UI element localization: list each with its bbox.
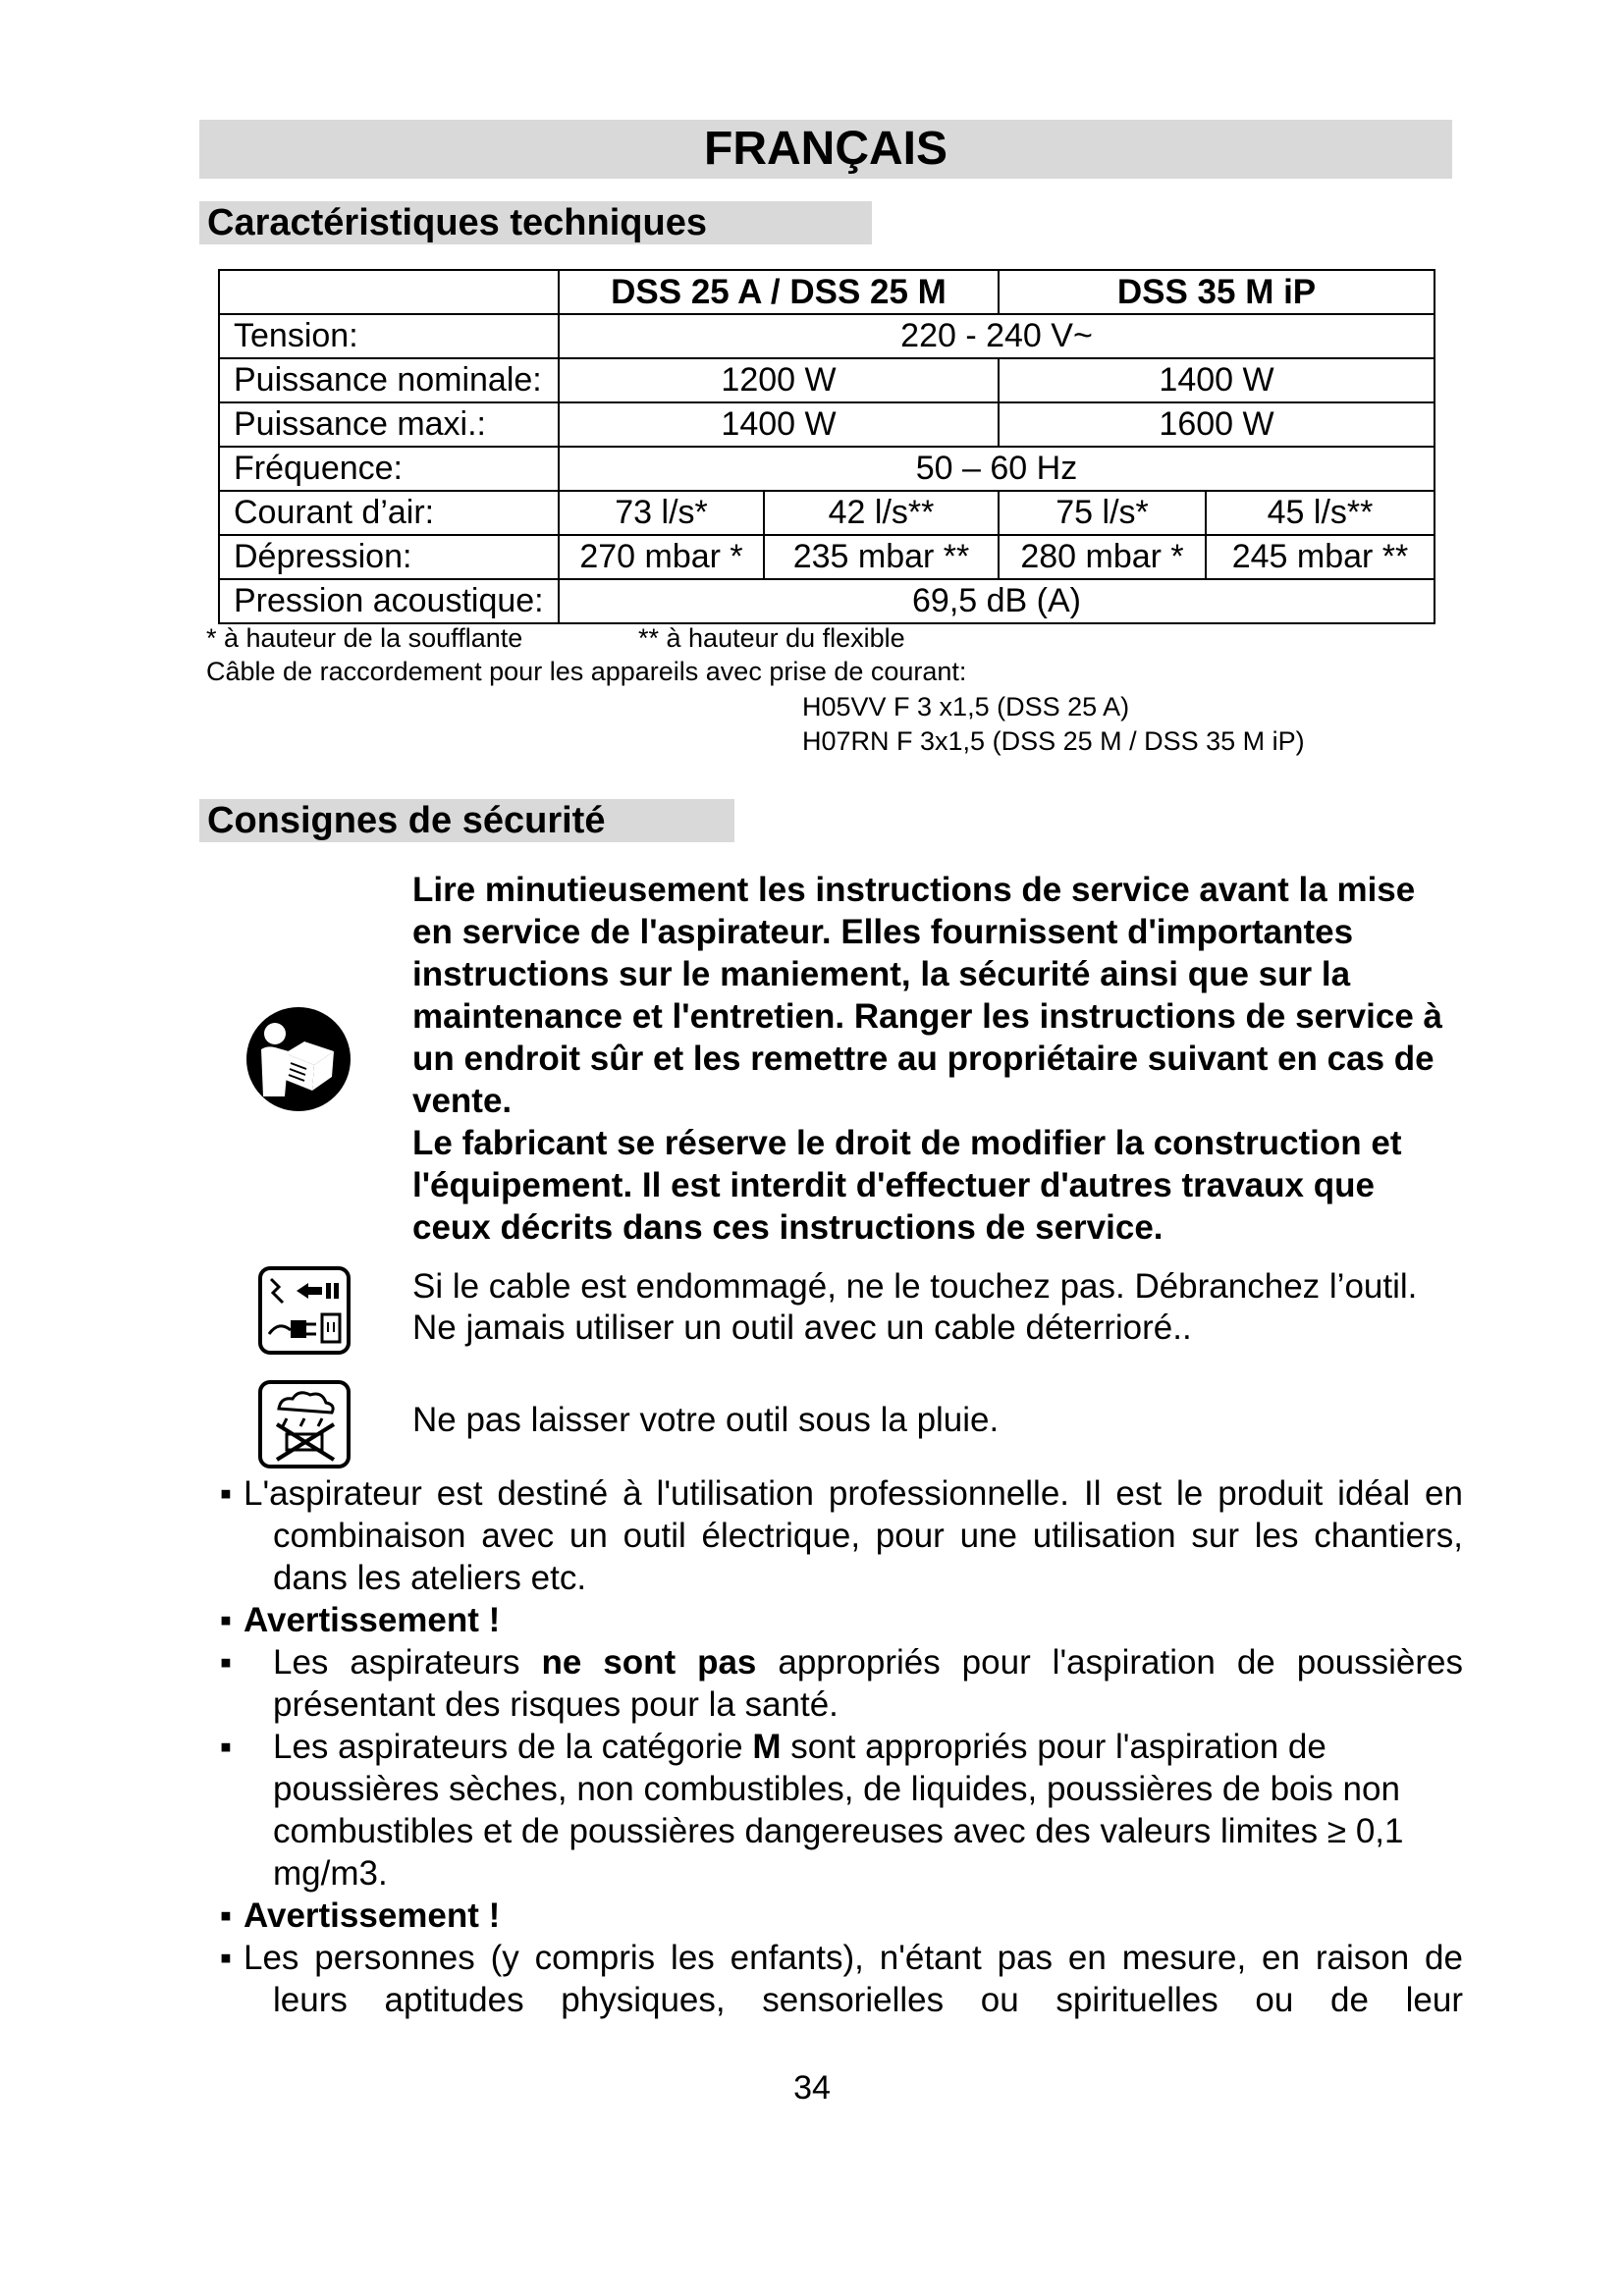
table-cell: 69,5 dB (A) [559, 579, 1435, 623]
list-item-text: sont appropriés pour l'aspiration de poussières sèches, non combustibles, de liquides, poussières de bois non combustibles et de poussières dangereuses avec des valeurs limites ≥ 0,1 mg/m3. [273, 1728, 1404, 1893]
row-label: Tension: [219, 314, 559, 358]
row-label: Courant d’air: [219, 491, 559, 535]
safety-list [206, 1472, 1463, 2021]
bullet-icon: ▪ [219, 1601, 233, 1639]
row-label: Pression acoustique: [219, 579, 559, 623]
table-cell [219, 270, 559, 314]
specs-heading: Caractéristiques techniques [199, 201, 872, 244]
footnote-hose: ** à hauteur du flexible [638, 623, 905, 653]
cable-label: Câble de raccordement pour les appareils avec prise de courant: [206, 657, 967, 686]
table-row [219, 358, 1435, 402]
table-row [219, 314, 1435, 358]
bullet-icon: ▪ [219, 1939, 233, 1977]
row-label: Fréquence: [219, 447, 559, 491]
table-header-row [219, 270, 1435, 314]
table-cell: 1400 W [999, 358, 1435, 402]
read-manual-icon [245, 1006, 352, 1112]
row-label: Dépression: [219, 535, 559, 579]
emphasis-text: ne sont pas [541, 1643, 757, 1682]
table-cell: 235 mbar ** [764, 535, 999, 579]
footnote-blower: * à hauteur de la soufflante [206, 623, 523, 653]
cable-type-2: H07RN F 3x1,5 (DSS 25 M / DSS 35 M iP) [802, 726, 1305, 756]
intro-paragraph-1: Lire minutieusement les instructions de service avant la mise en service de l'aspirateur. Elles fournissent d'importantes instructions sur le maniement, la sécurité ainsi que sur la maintenance et l'entretien. Ranger les instructions de service à un endroit sûr et les remettre au propriétaire suivant en cas de vente. [412, 871, 1442, 1120]
bullet-icon: ▪ [219, 1643, 233, 1682]
model-header: DSS 35 M iP [999, 270, 1435, 314]
list-item-text: appropriés pour l'aspiration de poussières présentant des risques pour la santé. [273, 1643, 1463, 1724]
warning-label: Avertissement ! [244, 1896, 501, 1935]
table-cell: 45 l/s** [1206, 491, 1435, 535]
cable-warning: Si le cable est endommagé, ne le touchez pas. Débranchez l’outil. Ne jamais utiliser un outil avec un cable déterrioré.. [412, 1267, 1418, 1347]
list-item [206, 1726, 1463, 1895]
table-cell: 42 l/s** [764, 491, 999, 535]
bullet-icon: ▪ [219, 1896, 233, 1935]
bullet-icon: ▪ [219, 1728, 233, 1766]
emphasis-text: M [752, 1728, 782, 1766]
page-number: 34 [793, 2069, 831, 2107]
table-cell: 220 - 240 V~ [559, 314, 1435, 358]
table-cell: 73 l/s* [559, 491, 764, 535]
list-item [206, 1599, 1463, 1641]
table-cell: 1600 W [999, 402, 1435, 447]
unplug-icon [257, 1265, 352, 1356]
row-label: Puissance nominale: [219, 358, 559, 402]
warning-label: Avertissement ! [244, 1601, 501, 1639]
table-row [219, 579, 1435, 623]
table-cell: 1200 W [559, 358, 999, 402]
table-cell: 245 mbar ** [1206, 535, 1435, 579]
table-row [219, 491, 1435, 535]
table-cell: 50 – 60 Hz [559, 447, 1435, 491]
specs-table [218, 269, 1435, 624]
list-item [206, 1895, 1463, 1937]
list-item [206, 1641, 1463, 1726]
title-bar [199, 120, 1452, 179]
table-cell: 270 mbar * [559, 535, 764, 579]
list-item [206, 1937, 1463, 2021]
page-title: FRANÇAIS [704, 123, 947, 175]
table-cell: 1400 W [559, 402, 999, 447]
safety-heading: Consignes de sécurité [199, 799, 734, 842]
model-header: DSS 25 A / DSS 25 M [559, 270, 999, 314]
list-item-text: Les aspirateurs de la catégorie [273, 1728, 753, 1766]
table-row [219, 447, 1435, 491]
list-item-text: Les aspirateurs [273, 1643, 542, 1682]
list-item-text-span: L'aspirateur est destiné à l'utilisation professionnelle. Il est le produit idéal en combinaison avec un outil électrique, pour une utilisation sur les chantiers, dans les ateliers etc. [244, 1474, 1463, 1597]
row-label: Puissance maxi.: [219, 402, 559, 447]
table-row [219, 535, 1435, 579]
list-item-text [244, 1937, 1463, 2021]
rain-warning: Ne pas laisser votre outil sous la pluie. [412, 1401, 1000, 1439]
list-item-text [244, 1472, 1463, 1599]
table-row [219, 402, 1435, 447]
list-item [206, 1472, 1463, 1599]
no-rain-icon [257, 1379, 352, 1469]
table-cell: 75 l/s* [999, 491, 1206, 535]
list-item-text-span: Les personnes (y compris les enfants), n'étant pas en mesure, en raison de leurs aptitudes physiques, sensorielles ou spirituelles ou de leur [244, 1939, 1463, 2019]
intro-paragraph-2: Le fabricant se réserve le droit de modifier la construction et l'équipement. Il est interdit d'effectuer d'autres travaux que ceux décrits dans ces instructions de service. [412, 1124, 1402, 1247]
table-cell: 280 mbar * [999, 535, 1206, 579]
bullet-icon: ▪ [219, 1474, 233, 1513]
safety-intro [412, 869, 1453, 1249]
cable-type-1: H05VV F 3 x1,5 (DSS 25 A) [802, 692, 1130, 721]
